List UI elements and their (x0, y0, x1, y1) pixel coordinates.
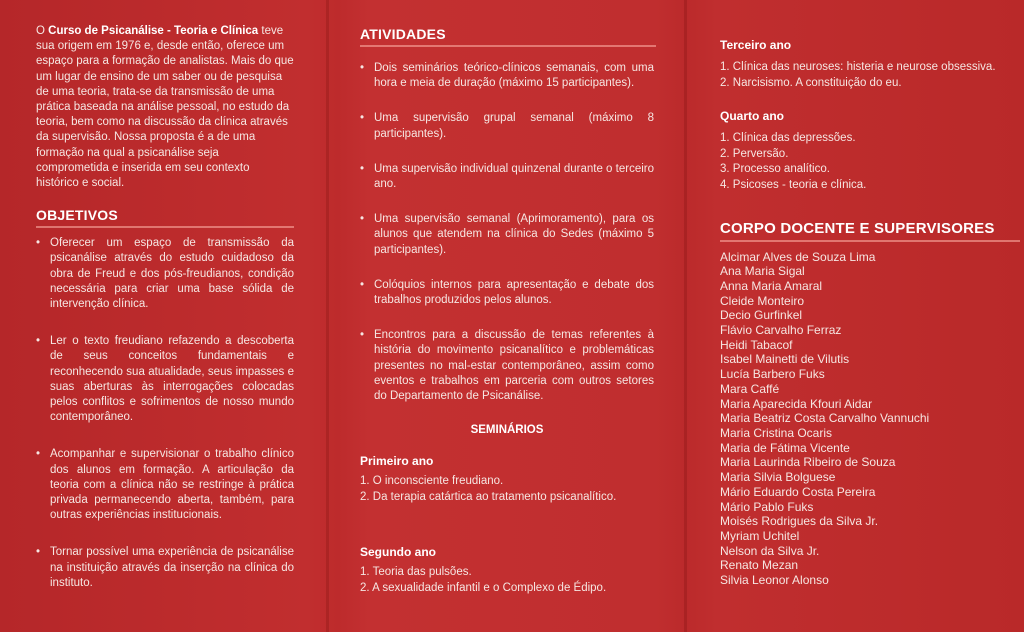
seminario-item: 1. Clínica das depressões. (720, 132, 856, 145)
faculty-name: Alcimar Alves de Souza Lima (720, 249, 876, 264)
quarto-ano-list (720, 131, 1004, 193)
corpo-docente-list (720, 250, 1004, 588)
objetivo-item: • Oferecer um espaço de transmissão da psicanálise através do estudo cuidadoso da obra de Freud e dos pós-freudianos, condição necessária para criar uma base sólida de intervenção clínica. (36, 236, 294, 312)
atividade-item: • Uma supervisão grupal semanal (máximo 8 participantes). (360, 111, 654, 141)
primeiro-ano-list (360, 474, 654, 505)
seminario-item: 2. Perversão. (720, 147, 789, 160)
faculty-name: Myriam Uchitel (720, 528, 800, 543)
panel-right (688, 0, 1024, 632)
faculty-name: Decio Gurfinkel (720, 308, 803, 323)
fold-line-left (326, 0, 329, 632)
objetivos-list (36, 236, 294, 591)
course-name: Curso de Psicanálise - Teoria e Clínica (48, 25, 259, 37)
faculty-name: Moisés Rodrigues da Silva Jr. (720, 514, 879, 529)
quarto-ano-heading: Quarto ano (720, 109, 785, 124)
panel-left (0, 0, 326, 632)
atividade-item: • Dois seminários teórico-clínicos semanais, com uma hora e meia de duração (máximo 15 participantes). (360, 61, 654, 91)
faculty-name: Mário Eduardo Costa Pereira (720, 484, 876, 499)
faculty-name: Silvia Leonor Alonso (720, 573, 829, 588)
faculty-name: Maria Aparecida Kfouri Aidar (720, 396, 873, 411)
faculty-name: Mara Caffé (720, 381, 780, 396)
atividade-item: • Uma supervisão semanal (Aprimoramento), para os alunos que atendem na clínica do Sedes (máximo 5 participantes). (360, 212, 654, 258)
objetivo-item: • Tornar possível uma experiência de psicanálise na instituição através da inserção na clínica do instituto. (36, 545, 294, 591)
faculty-name: Maria Cristina Ocaris (720, 426, 833, 440)
seminario-item: 2. Narcisismo. A constituição do eu. (720, 76, 902, 89)
faculty-name: Heidi Tabacof (720, 337, 793, 352)
seminarios-heading: SEMINÁRIOS (470, 424, 544, 437)
faculty-name: Nelson da Silva Jr. (720, 543, 820, 558)
faculty-name: Isabel Mainetti de Vilutis (720, 352, 850, 367)
panel-middle (330, 0, 682, 632)
segundo-ano-list (360, 565, 654, 596)
atividade-item: • Colóquios internos para apresentação e debate dos trabalhos produzidos pelos alunos. (360, 278, 654, 308)
seminario-item: 1. O inconsciente freudiano. (360, 475, 504, 488)
faculty-name: Lucía Barbero Fuks (720, 367, 825, 382)
faculty-name: Renato Mezan (720, 558, 799, 573)
fold-line-right (684, 0, 687, 632)
seminario-item: 1. Clínica das neuroses: histeria e neurose obsessiva. (720, 61, 996, 73)
atividades-list (360, 61, 654, 404)
corpo-docente-heading: CORPO DOCENTE E SUPERVISORES (720, 220, 1020, 242)
intro-prefix: O (36, 25, 49, 37)
atividade-item: • Encontros para a discussão de temas referentes à história do movimento psicanalítico e problemáticas presentes no mal-estar contemporâneo, assim como eventos e trabalhos em parceria com outros setores do Departamento de Psicanálise. (360, 328, 654, 404)
faculty-name: Flávio Carvalho Ferraz (720, 323, 842, 338)
faculty-name: Maria Silvia Bolguese (720, 470, 836, 485)
faculty-name: Ana Maria Sigal (720, 264, 805, 279)
faculty-name: Anna Maria Amaral (720, 278, 823, 293)
atividade-item: • Uma supervisão individual quinzenal durante o terceiro ano. (360, 162, 654, 192)
intro-paragraph (36, 24, 294, 191)
intro-text: teve sua origem em 1976 e, desde então, oferece um espaço para a formação de analistas. Mais do que um lugar de ensino de um saber ou de pesquisa de uma teoria, trata-se da transmissão de uma prática baseada na análise pessoal, no estudo da teoria, bem como na discussão da clínica através da supervisão. Nossa proposta é a de uma formação na qual a psicanálise seja comprometida e inserida em seu contexto histórico e social. (36, 25, 294, 190)
atividades-heading: ATIVIDADES (360, 26, 656, 47)
segundo-ano-heading: Segundo ano (360, 545, 436, 560)
faculty-name: Cleide Monteiro (720, 293, 805, 308)
objetivos-heading: OBJETIVOS (36, 207, 294, 228)
seminario-item: 2. A sexualidade infantil e o Complexo de Édipo. (360, 582, 607, 595)
seminario-item: 4. Psicoses - teoria e clínica. (720, 178, 867, 191)
objetivo-item: • Acompanhar e supervisionar o trabalho clínico dos alunos em formação. A articulação da teoria com a clínica não se restringe à prática privada permanecendo aberta, também, para outras experiências institucionais. (36, 447, 294, 523)
seminario-item: 1. Teoria das pulsões. (360, 566, 472, 579)
faculty-name: Maria de Fátima Vicente (720, 440, 850, 455)
primeiro-ano-heading: Primeiro ano (360, 454, 434, 469)
objetivo-item: • Ler o texto freudiano refazendo a descoberta de seus conceitos fundamentais e reconhecendo sua atualidade, seus impasses e suas aberturas às interrogações colocadas pelos conflitos e sofrimentos de nosso mundo contemporâneo. (36, 334, 294, 425)
faculty-name: Maria Laurinda Ribeiro de Souza (720, 455, 896, 470)
seminario-item: 3. Processo analítico. (720, 163, 830, 176)
terceiro-ano-heading: Terceiro ano (720, 38, 792, 52)
terceiro-ano-list (720, 60, 1004, 91)
faculty-name: Mário Pablo Fuks (720, 499, 814, 514)
faculty-name: Maria Beatriz Costa Carvalho Vannuchi (720, 411, 930, 426)
seminario-item: 2. Da terapia catártica ao tratamento psicanalítico. (360, 490, 617, 503)
